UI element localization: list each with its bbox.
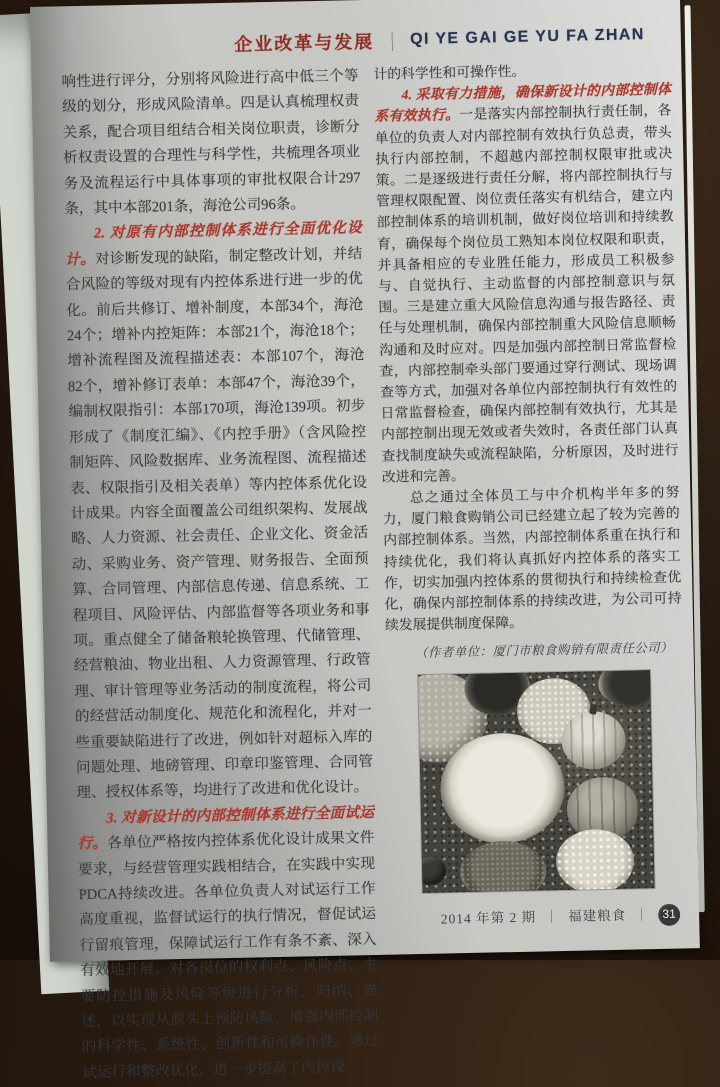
photo-top-right-dish	[598, 670, 655, 707]
paragraph-text: 对诊断发现的缺陷，制定整改计划，并结合风险的等级对现有内控体系进行进一步的优化。前后共修订、增补制度，本部34个，海沧24个；增补内控矩阵：本部21个，海沧18个；增补流程图及流程描述表：本部107个，海沧82个，增补修订表单：本部47个，海沧39个，编制权限指引：本部170项，海沧139项。初步形成了《制度汇编》、《内控手册》（含风险控制矩阵、风险数据库、业务流程图、流程描述表、权限指引及相关表单）等内控体系优化设计成果。内容全面覆盖公司组织架构、发展战略、人力资源、社会责任、企业文化、资金活动、采购业务、资产管理、财务报告、全面预算、合同管理、内部信息传递、信息系统、工程项目、风险评估、内部监督等各项业务和事项。重点健全了储备粮轮换管理、代储管理、经营粮油、物业出租、人力资源管理、行政管理、审计管理等业务活动的制度流程，将公司的经营活动制度化、规范化和流程化，并对一些重要缺陷进行了改进，例如针对超标入库的问题处理、地磅管理、印章印鉴管理、合同管理、授权体系等，均进行了改进和优化设计。	[65, 245, 374, 802]
photo-walnut	[418, 856, 446, 885]
page-footer	[391, 903, 680, 931]
author-attribution: （作者单位：厦门市粮食购销有限责任公司）	[415, 641, 674, 661]
footer-divider: ｜	[634, 907, 650, 923]
section-heading-2: 2. 对原有内部控制体系进行全面优化设计。	[65, 220, 362, 269]
section-heading-4: 4. 采取有力措施，确保新设计的内部控制体系有效执行。	[374, 81, 672, 125]
issue-label: 2014 年第 2 期	[440, 909, 537, 927]
paragraph-text: 各单位严格按内控体系优化设计成果文件要求，与经营管理实践相结合，在实践中实现PDCA持续改进。各单位负责人对试运行工作高度重视，监督试运行的执行情况，督促试运行留痕管理，保障试运行工作有条不紊、深入有效地开展。对各岗位的权利点、风险点、主要防控措施及风险等级进行分析、归纳、描述，以实现从源头上预防风险，增强内部控制的科学性、系统性、创新性和可操作性。通过试运行和整改优化，进一步提高了内控设	[77, 830, 379, 1081]
photo-pumpkin-upper	[561, 710, 626, 769]
paragraph-text: 一是落实内部控制执行责任制，各单位的负责人对内部控制有效执行负总责，带头执行内部控制，不超越内部控制权限审批或决策。二是逐级进行责任分解，将内部控制执行与管理权限配置、岗位责任落实有机结合，建立内部控制体系的培训机制，做好岗位培训和持续教育，确保每个岗位员工熟知本岗位权限和职责，并具备相应的专业胜任能力，形成员工积极参与、自觉执行、主动监督的内部控制意识与氛围。三是建立重大风险信息沟通与报告路径、责任与处理机制，确保内部控制重大风险信息顺畅沟通和及时应对。四是加强内部控制日常监督检查，内部控制牵头部门要通过穿行测试、现场调查等方式，加强对各单位内部控制执行有效性的日常监督检查，确保内部控制有效执行，尤其是内部控制出现无效或者失效时，各责任部门认真查找制度缺失或流程缺陷，分析原因，及时进行改进和完善。	[374, 102, 679, 485]
page-header	[61, 22, 675, 61]
photo-bowl-of-dark-grain	[460, 840, 547, 893]
paragraph-continuation	[61, 64, 361, 223]
right-column	[373, 58, 691, 1080]
journal-name: 福建粮食	[567, 907, 627, 925]
section-title-chinese: 企业改革与发展	[234, 31, 375, 55]
paragraph-section-4	[374, 79, 679, 488]
photo-bowl-of-white-beans	[555, 828, 634, 892]
section-title-pinyin: QI YE GAI GE YU FA ZHAN	[409, 26, 645, 49]
paragraph-text: 响性进行评分，分别将风险进行高中低三个等级的划分，形成风险清单。四是认真梳理权责关系，配合项目组结合相关岗位职责，诊断分析权责设置的合理性与科学性，共梳理各项业务及流程运行中具体事项的审批权限合计297条，其中本部201条，海沧公司96条。	[61, 68, 361, 218]
section-heading-3: 3. 对新设计的内部控制体系进行全面试运行。	[77, 804, 375, 853]
paragraph-text: 总之通过全体员工与中介机构半年多的努力，厦门粮食购销公司已经建立起了较为完善的内部控制体系。当然，内部控制体系重在执行和持续优化，我们将认真抓好内控体系的落实工作，切实加强内控体系的贯彻执行和持续检查优化，确保内部控制体系的持续改进，为公司可持续发展提供制度保障。	[382, 484, 682, 633]
header-divider: ｜	[383, 32, 401, 54]
paragraph-section-2	[65, 217, 374, 807]
paragraph-conclusion	[382, 482, 682, 637]
magazine-page	[30, 0, 700, 1081]
article-columns	[61, 57, 696, 1086]
paragraph-section-3	[77, 801, 380, 1087]
grains-still-life-photo	[418, 670, 655, 893]
page-content	[30, 0, 702, 1087]
page-number-badge: 31	[658, 903, 680, 925]
left-column	[61, 64, 379, 1086]
paragraph-text: 计的科学性和可操作性。	[373, 63, 526, 82]
footer-divider: ｜	[544, 909, 560, 925]
photo-bowl-of-rice	[439, 732, 565, 845]
